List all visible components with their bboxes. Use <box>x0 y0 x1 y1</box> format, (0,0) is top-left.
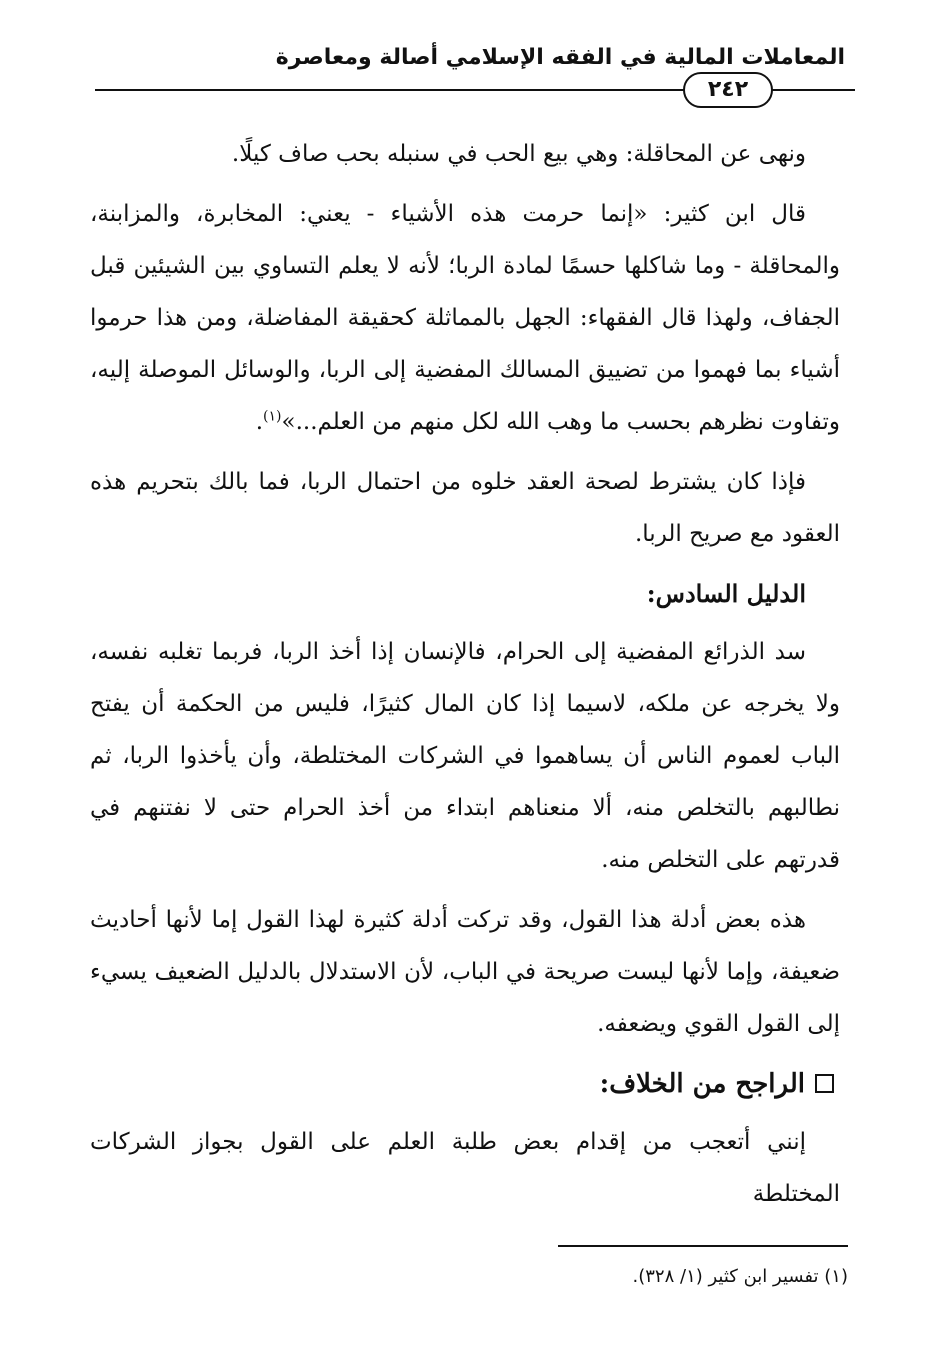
footnote-rule <box>558 1245 848 1247</box>
paragraph-ibn-kathir-quote <box>90 188 840 448</box>
heading-preferred-label: الراجح من الخلاف: <box>599 1069 805 1099</box>
footnote: (١) تفسير ابن كثير (١/ ٣٢٨). <box>632 1266 848 1287</box>
running-title: المعاملات المالية في الفقه الإسلامي أصالة ومعاصرة <box>275 45 845 70</box>
square-bullet-icon <box>815 1074 834 1093</box>
paragraph-contract-condition: فإذا كان يشترط لصحة العقد خلوه من احتمال الربا، فما بالك بتحريم هذه العقود مع صريح الربا. <box>90 469 840 547</box>
paragraph-muhaqala: ونهى عن المحاقلة: وهي بيع الحب في سنبله بحب صاف كيلًا. <box>231 141 806 167</box>
quote-end: . <box>255 409 264 435</box>
body-text <box>90 128 840 1228</box>
paragraph-evidence-summary: هذه بعض أدلة هذا القول، وقد تركت أدلة كثيرة لهذا القول إما لأنها أحاديث ضعيفة، وإما لأنها ليست صريحة في الباب، لأن الاستدلال بالدليل الضعيف يسيء إلى القول القوي ويضعفه. <box>90 907 840 1037</box>
heading-sixth-evidence: الدليل السادس: <box>646 579 806 608</box>
paragraph-author-opinion: إنني أتعجب من إقدام بعض طلبة العلم على القول بجواز الشركات المختلطة <box>90 1129 840 1207</box>
heading-preferred-opinion <box>90 1058 840 1110</box>
quote-text: قال ابن كثير: «إنما حرمت هذه الأشياء - يعني: المخابرة، والمزابنة، والمحاقلة - وما شاكلها حسمًا لمادة الربا؛ لأنه لا يعلم التساوي بين الشيئين قبل الجفاف، ولهذا قال الفقهاء: الجهل بالمماثلة كحقيقة المفاضلة، ومن هذا حرموا أشياء بما فهموا من تضييق المسالك المفضية إلى الربا، والوسائل الموصلة إليه، وتفاوت نظرهم بحسب ما وهب الله لكل منهم من العلم...» <box>90 201 840 435</box>
page-number: ٢٤٢ <box>683 72 773 108</box>
paragraph-blocking-means: سد الذرائع المفضية إلى الحرام، فالإنسان إذا أخذ الربا، فربما تغلبه نفسه، ولا يخرجه عن ملكه، لاسيما إذا كان المال كثيرًا، فليس من الحكمة أن يفتح الباب لعموم الناس أن يساهموا في الشركات المختلطة، وأن يأخذوا الربا، ثم نطالبهم بالتخلص منه، ألا منعناهم ابتداء من أخذ الحرام حتى لا نفتنهم في قدرتهم على التخلص منه. <box>90 639 840 873</box>
footnote-reference[interactable]: (١) <box>263 408 282 425</box>
